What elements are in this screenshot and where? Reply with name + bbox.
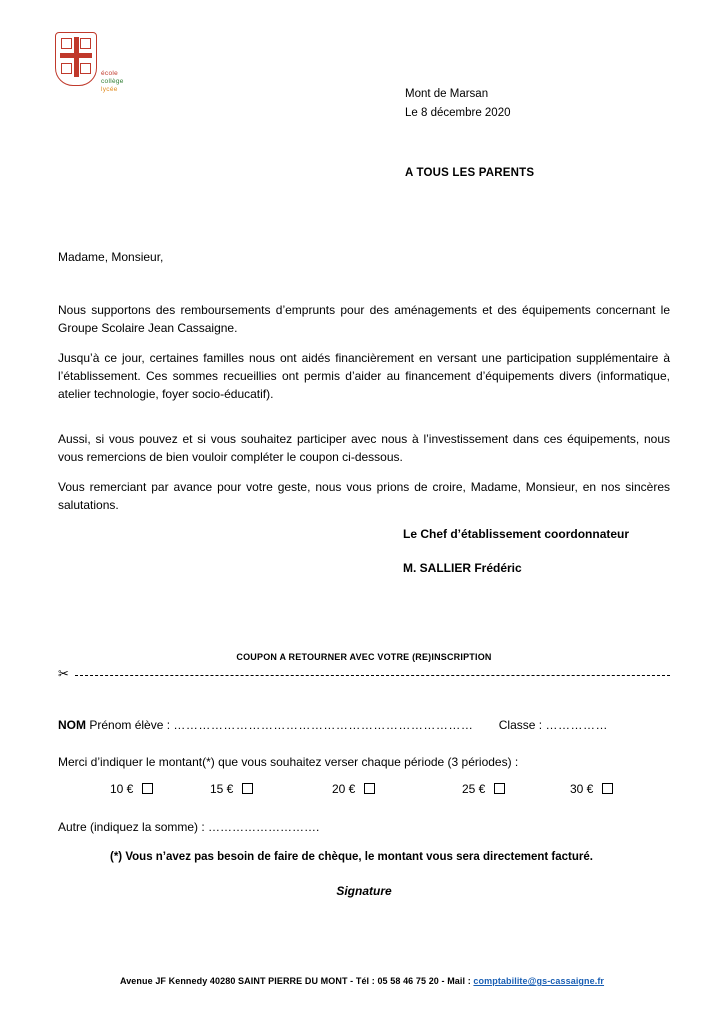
amount-checkbox-25[interactable] bbox=[494, 783, 505, 794]
paragraph-4: Vous remerciant par avance pour votre geste, nous vous prions de croire, Madame, Monsieur, en nos sincères salutations. bbox=[58, 480, 670, 512]
payment-note: (*) Vous n’avez pas besoin de faire de chèque, le montant vous sera directement facturé. bbox=[110, 851, 593, 863]
city: Mont de Marsan bbox=[405, 88, 489, 100]
logo-word-ecole: école bbox=[101, 70, 119, 77]
amount-value-30: 30 € bbox=[570, 782, 594, 796]
letter-origin bbox=[405, 85, 511, 123]
amount-value-10: 10 € bbox=[110, 782, 134, 796]
class-label: Classe : bbox=[498, 718, 543, 732]
signer-role: Le Chef d’établissement coordonnateur bbox=[403, 527, 630, 541]
amount-checkbox-15[interactable] bbox=[242, 783, 253, 794]
amount-checkbox-10[interactable] bbox=[142, 783, 153, 794]
amount-option-10[interactable] bbox=[110, 782, 153, 796]
footer-address: Avenue JF Kennedy 40280 SAINT PIERRE DU MONT - Tél : 05 58 46 75 20 - Mail : bbox=[119, 976, 474, 986]
amount-instruction: Merci d’indiquer le montant(*) que vous souhaitez verser chaque période (3 périodes) : bbox=[58, 755, 519, 769]
paragraph-2: Jusqu’à ce jour, certaines familles nous ont aidés financièrement en versant une participation supplémentaire à l’établissement. Ces sommes recueillies ont permis d’aider au financement d’équipements divers (informatique, atelier technologie, foyer socio-éducatif). bbox=[58, 351, 670, 401]
amount-option-15[interactable] bbox=[210, 782, 253, 796]
coupon-title: COUPON A RETOURNER AVEC VOTRE (RE)INSCRIPTION bbox=[236, 652, 492, 662]
cut-here-line bbox=[58, 666, 670, 684]
logo-word-college: collège bbox=[101, 78, 124, 86]
school-logo bbox=[55, 32, 150, 104]
other-amount-field[interactable]: Autre (indiquez la somme) : ………………………. bbox=[58, 820, 320, 834]
recipient-line: A TOUS LES PARENTS bbox=[405, 167, 535, 179]
amount-value-15: 15 € bbox=[210, 782, 234, 796]
dashed-divider bbox=[75, 675, 670, 676]
name-field-row bbox=[58, 718, 670, 732]
salutation: Madame, Monsieur, bbox=[58, 250, 164, 264]
scissors-icon: ✂ bbox=[58, 666, 69, 681]
name-label: NOM bbox=[58, 718, 86, 732]
amount-checkbox-30[interactable] bbox=[602, 783, 613, 794]
amount-option-30[interactable] bbox=[570, 782, 613, 796]
name-input-line[interactable]: ……………………………………………………………… bbox=[173, 718, 474, 732]
paragraph-1: Nous supportons des remboursements d’emprunts pour des aménagements et des équipements concernant le Groupe Scolaire Jean Cassaigne. bbox=[58, 303, 670, 335]
amount-option-25[interactable] bbox=[462, 782, 505, 796]
crest-shield-icon bbox=[55, 32, 97, 86]
footer bbox=[0, 976, 724, 986]
date: Le 8 décembre 2020 bbox=[405, 106, 511, 119]
amount-checkbox-20[interactable] bbox=[364, 783, 375, 794]
amount-option-20[interactable] bbox=[332, 782, 375, 796]
signature-label: Signature bbox=[336, 884, 392, 898]
paragraph-3: Aussi, si vous pouvez et si vous souhaitez participer avec nous à l’investissement dans ces équipements, nous vous remercions de bien vouloir compléter le coupon ci-dessous. bbox=[58, 432, 670, 464]
logo-word-lycee: lycée bbox=[101, 86, 118, 94]
amount-value-20: 20 € bbox=[332, 782, 356, 796]
class-input-line[interactable]: …………… bbox=[545, 718, 608, 732]
amount-value-25: 25 € bbox=[462, 782, 486, 796]
signer-name: M. SALLIER Frédéric bbox=[403, 561, 522, 575]
footer-email[interactable]: comptabilite@gs-cassaigne.fr bbox=[473, 976, 605, 986]
name-sub-label: Prénom élève : bbox=[89, 718, 171, 732]
logo-wordmark bbox=[101, 70, 124, 94]
